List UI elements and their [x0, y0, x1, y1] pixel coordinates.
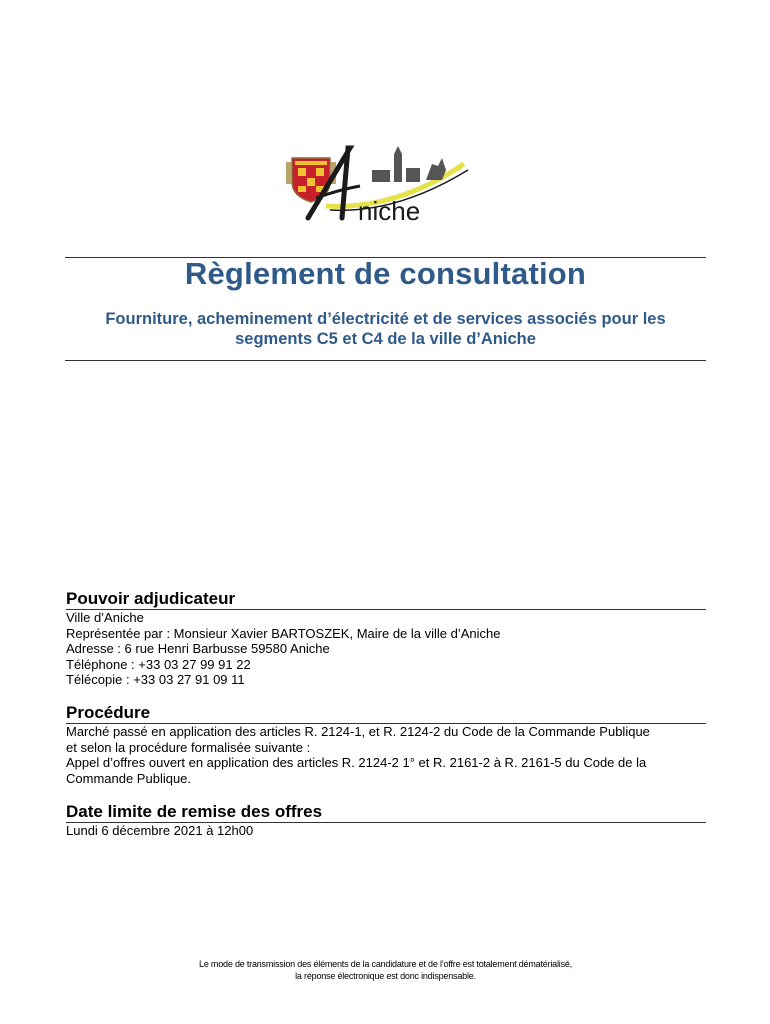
subtitle-line: segments C5 et C4 de la ville d’Aniche — [235, 330, 536, 348]
footer-line: la réponse électronique est donc indispensable. — [295, 971, 476, 981]
section-line: Adresse : 6 rue Henri Barbusse 59580 Aniche — [66, 641, 330, 656]
section-heading: Date limite de remise des offres — [66, 802, 706, 823]
section-line: Téléphone : +33 03 27 99 91 22 — [66, 656, 251, 672]
section-heading: Procédure — [66, 703, 706, 724]
buildings-icon — [372, 146, 446, 182]
section-pouvoir-adjudicateur — [66, 589, 706, 688]
section-line: Représentée par : Monsieur Xavier BARTOSZEK, Maire de la ville d’Aniche — [66, 625, 501, 641]
subtitle-line: Fourniture, acheminement d’électricité et de services associés pour les — [105, 310, 666, 328]
section-date-limite — [66, 802, 706, 839]
section-procedure — [66, 703, 706, 786]
header-bottom-divider — [65, 360, 706, 361]
document-subtitle — [65, 309, 706, 349]
deadline-value: Lundi 6 décembre 2021 à 12h00 — [66, 823, 254, 838]
document-title: Règlement de consultation — [184, 256, 587, 291]
footer-note — [65, 958, 706, 982]
section-line: Marché passé en application des articles R. 2124-1, et R. 2124-2 du Code de la Commande Publique — [66, 724, 650, 739]
section-line: Ville d’Aniche — [66, 610, 144, 625]
section-line: Appel d’offres ouvert en application des articles R. 2124-2 1° et R. 2161-2 à R. 2161-5 du Code de la — [66, 755, 647, 770]
section-line: Commande Publique. — [66, 770, 192, 786]
footer-line: Le mode de transmission des éléments de la candidature et de l’offre est totalement dématérialisé, — [199, 959, 572, 969]
section-line: et selon la procédure formalisée suivante : — [66, 739, 311, 755]
aniche-city-logo — [286, 140, 472, 224]
section-line: Télécopie : +33 03 27 91 09 11 — [66, 672, 245, 687]
logo-wordmark: niche — [358, 196, 421, 224]
section-heading: Pouvoir adjudicateur — [66, 589, 706, 610]
